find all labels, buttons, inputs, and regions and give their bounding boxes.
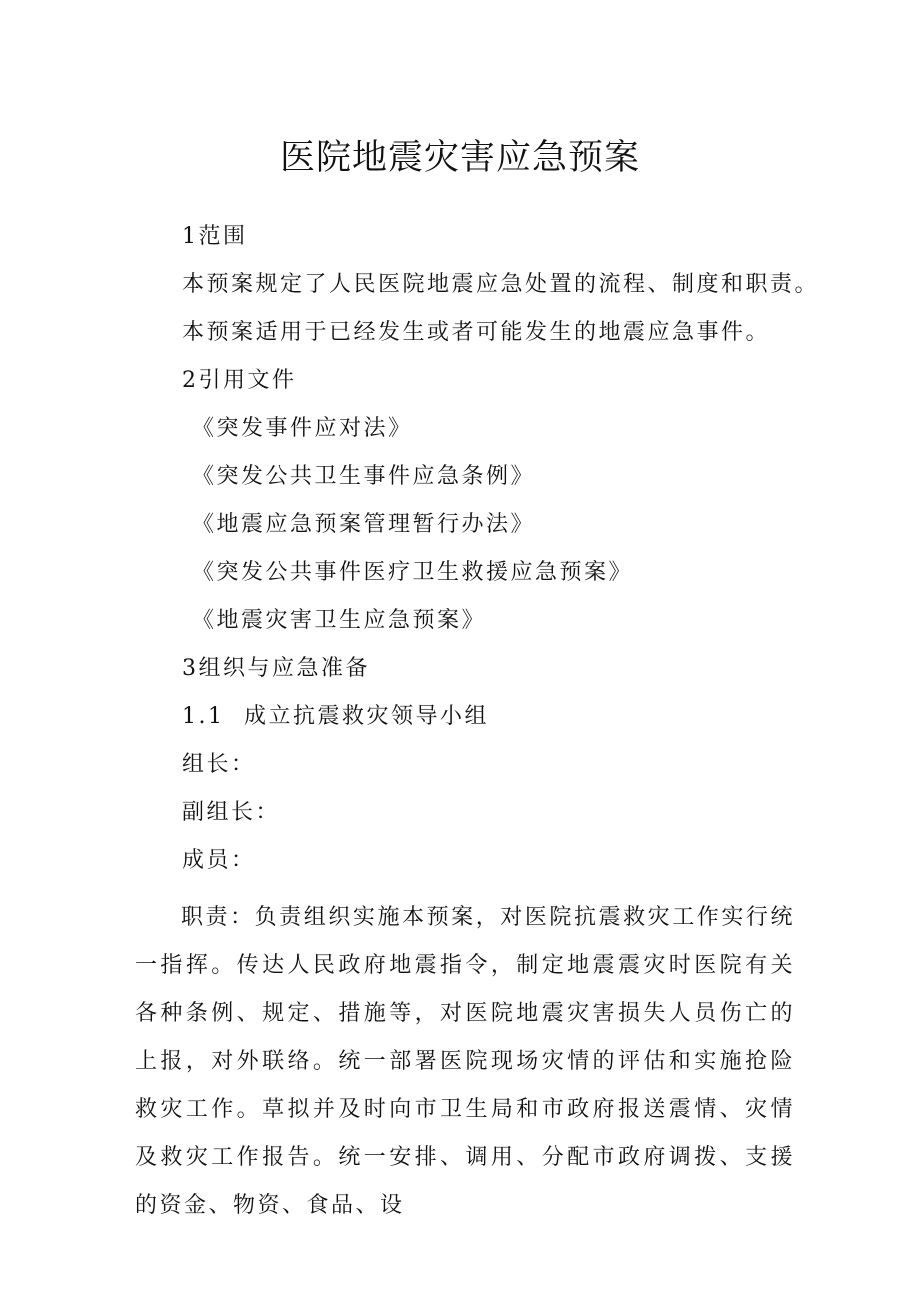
- reference-item: 《突发公共事件医疗卫生救援应急预案》: [192, 560, 634, 585]
- subsection-heading: [182, 702, 489, 732]
- subsection-title: 成立抗震救灾领导小组: [244, 704, 490, 729]
- section-3-heading: 3组织与应急准备: [182, 656, 370, 681]
- subsection-number: 1.1: [182, 704, 225, 729]
- section-1-line-2: 本预案适用于已经发生或者可能发生的地震应急事件。: [182, 320, 771, 345]
- section-1-line-1: 本预案规定了人民医院地震应急处置的流程、制度和职责。: [182, 272, 820, 297]
- reference-item: 《地震应急预案管理暂行办法》: [192, 512, 536, 537]
- reference-item: 《地震灾害卫生应急预案》: [192, 608, 487, 633]
- reference-item: 《突发事件应对法》: [192, 416, 413, 441]
- role-leader: 组长：: [182, 752, 256, 777]
- role-deputy-leader: 副组长：: [182, 800, 281, 825]
- reference-item: 《突发公共卫生事件应急条例》: [192, 464, 536, 489]
- role-members: 成员：: [182, 848, 256, 873]
- section-1-heading: 1范围: [182, 224, 248, 249]
- section-2-heading: 2引用文件: [182, 368, 297, 393]
- document-title: 医院地震灾害应急预案: [279, 138, 640, 178]
- duties-paragraph: 职责：负责组织实施本预案，对医院抗震救灾工作实行统一指挥。传达人民政府地震指令，制定地震震灾时医院有关各种条例、规定、措施等，对医院地震灾害损失人员伤亡的上报，对外联络。统一部署医院现场灾情的评估和实施抢险救灾工作。草拟并及时向市卫生局和市政府报送震情、灾情及救灾工作报告。统一安排、调用、分配市政府调拨、支援的资金、物资、食品、设: [135, 905, 795, 1218]
